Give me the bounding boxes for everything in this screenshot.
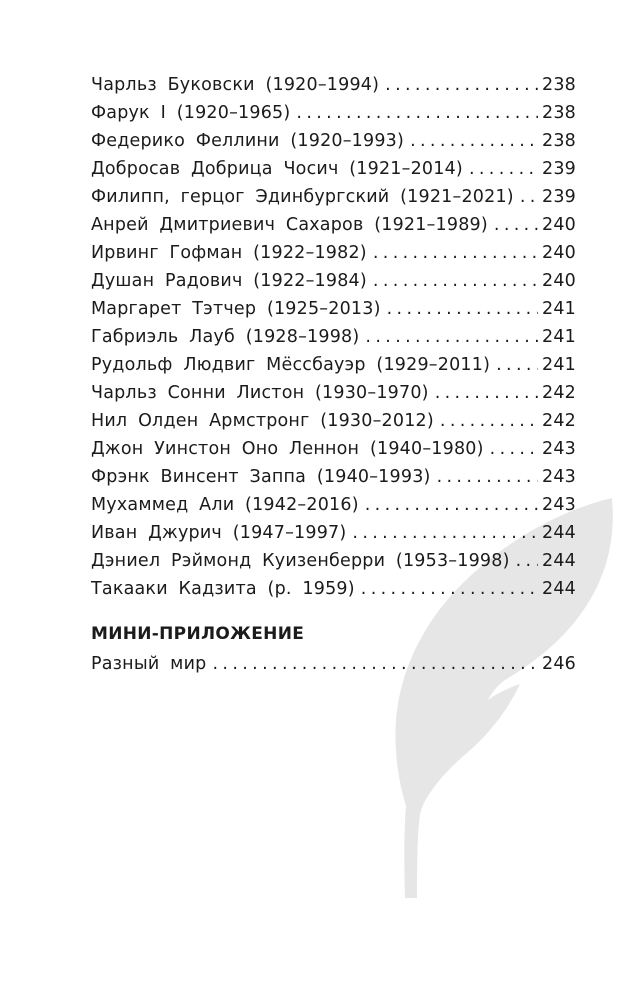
dot-leader (296, 99, 538, 127)
entry-title: Габриэль Лауб (1928–1998) (91, 327, 360, 347)
entry-title: Фрэнк Винсент Заппа (1940–1993) (91, 467, 431, 487)
table-of-contents (91, 71, 576, 603)
dot-leader (387, 295, 538, 323)
page-number: 240 (541, 243, 576, 263)
page-number: 246 (541, 654, 576, 674)
entry-title: Маргарет Тэтчер (1925–2013) (91, 299, 381, 319)
page-number: 238 (541, 103, 576, 123)
page-number: 241 (541, 327, 576, 347)
dot-leader (365, 323, 538, 351)
page-number: 238 (541, 131, 576, 151)
page-number: 240 (541, 215, 576, 235)
dot-leader (516, 547, 538, 575)
dot-leader (410, 127, 538, 155)
toc-entry[interactable] (91, 463, 576, 491)
page-number: 241 (541, 355, 576, 375)
appendix-contents (91, 650, 576, 678)
toc-entry[interactable] (91, 379, 576, 407)
dot-leader (365, 491, 538, 519)
toc-entry[interactable] (91, 323, 576, 351)
toc-entry[interactable] (91, 183, 576, 211)
page-number: 241 (541, 299, 576, 319)
toc-entry[interactable] (91, 435, 576, 463)
page-number: 244 (541, 579, 576, 599)
page-number: 243 (541, 467, 576, 487)
entry-title: Джон Уинстон Оно Леннон (1940–1980) (91, 439, 484, 459)
toc-entry[interactable] (91, 519, 576, 547)
entry-title: Анрей Дмитриевич Сахаров (1921–1989) (91, 215, 488, 235)
toc-entry[interactable] (91, 351, 576, 379)
toc-entry[interactable] (91, 155, 576, 183)
page-number: 240 (541, 271, 576, 291)
entry-title: Рудольф Людвиг Мёссбауэр (1929–2011) (91, 355, 491, 375)
page-number: 238 (541, 75, 576, 95)
dot-leader (469, 155, 538, 183)
entry-title: Филипп, герцог Эдинбургский (1921–2021) (91, 187, 514, 207)
section-heading: МИНИ-ПРИЛОЖЕНИЕ (91, 624, 305, 644)
toc-entry[interactable] (91, 491, 576, 519)
page-number: 243 (541, 495, 576, 515)
dot-leader (440, 407, 538, 435)
page-number: 239 (541, 159, 576, 179)
entry-title: Добросав Добрица Чосич (1921–2014) (91, 159, 463, 179)
toc-entry[interactable] (91, 99, 576, 127)
dot-leader (435, 379, 538, 407)
dot-leader (520, 183, 538, 211)
toc-entry[interactable] (91, 211, 576, 239)
toc-entry[interactable] (91, 127, 576, 155)
page-number: 244 (541, 551, 576, 571)
entry-title: Фарук I (1920–1965) (91, 103, 291, 123)
page-number: 242 (541, 383, 576, 403)
page-number: 242 (541, 411, 576, 431)
page-number: 243 (541, 439, 576, 459)
entry-title: Дэниел Рэймонд Куизенберри (1953–1998) (91, 551, 510, 571)
toc-entry[interactable] (91, 547, 576, 575)
entry-title: Мухаммед Али (1942–2016) (91, 495, 359, 515)
entry-title: Ирвинг Гофман (1922–1982) (91, 243, 367, 263)
dot-leader (385, 71, 538, 99)
toc-entry[interactable] (91, 407, 576, 435)
dot-leader (373, 267, 538, 295)
dot-leader (361, 575, 538, 603)
dot-leader (437, 463, 538, 491)
page-number: 239 (541, 187, 576, 207)
dot-leader (212, 650, 538, 678)
entry-title: Федерико Феллини (1920–1993) (91, 131, 405, 151)
dot-leader (352, 519, 538, 547)
toc-entry[interactable] (91, 267, 576, 295)
toc-entry[interactable] (91, 575, 576, 603)
entry-title: Чарльз Буковски (1920–1994) (91, 75, 380, 95)
dot-leader (373, 239, 538, 267)
entry-title: Душан Радович (1922–1984) (91, 271, 367, 291)
entry-title: Иван Джурич (1947–1997) (91, 523, 347, 543)
dot-leader (494, 211, 538, 239)
toc-entry[interactable] (91, 295, 576, 323)
entry-title: Нил Олден Армстронг (1930–2012) (91, 411, 434, 431)
toc-entry[interactable] (91, 650, 576, 678)
dot-leader (490, 435, 538, 463)
dot-leader (496, 351, 538, 379)
page-number: 244 (541, 523, 576, 543)
toc-entry[interactable] (91, 71, 576, 99)
entry-title: Чарльз Сонни Листон (1930–1970) (91, 383, 429, 403)
entry-title: Такааки Кадзита (р. 1959) (91, 579, 355, 599)
entry-title: Разный мир (91, 654, 207, 674)
toc-entry[interactable] (91, 239, 576, 267)
